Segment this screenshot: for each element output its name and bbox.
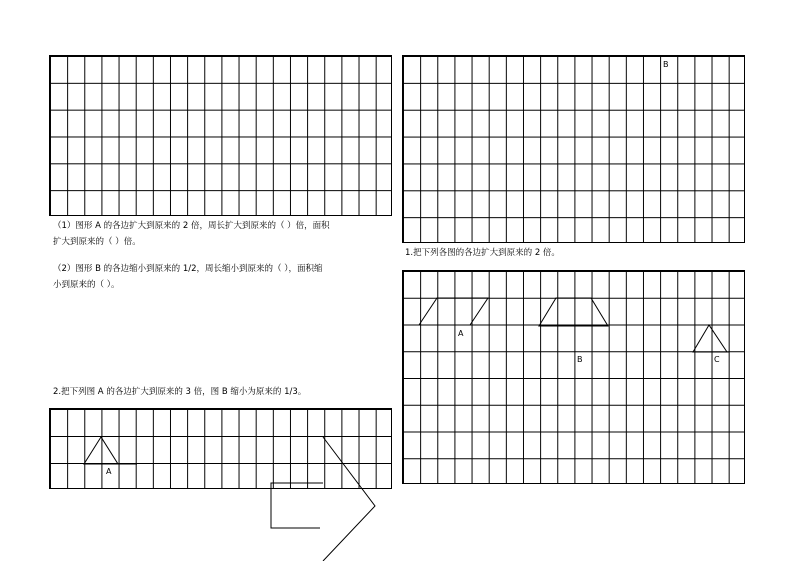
- instruction-enlarge-shrink: 2.把下列图 A 的各边扩大到原来的 3 倍，图 B 缩小为原来的 1/3。: [53, 387, 307, 397]
- triangle-c: [693, 325, 727, 352]
- question-2-line-1: （2）图形 B 的各边缩小到原来的 1/2，周长缩小到原来的（ ），面积缩: [53, 264, 323, 274]
- label-trapezoid-b: B: [577, 355, 583, 364]
- label-triangle-a: A: [106, 467, 112, 476]
- question-1-line-2: 扩大到原来的（ ）倍。: [53, 237, 141, 247]
- parallelogram-a: [419, 298, 488, 325]
- question-1-line-1: （1）图形 A 的各边扩大到原来的 2 倍，周长扩大到原来的（ ）倍，面积: [53, 221, 330, 231]
- instruction-enlarge-twice: 1.把下列各图的各边扩大到原来的 2 倍。: [405, 248, 560, 258]
- question-2-line-2: 小到原来的（ ）。: [53, 280, 120, 290]
- label-parallelogram-a: A: [458, 329, 464, 338]
- arrow-shape-b: [323, 437, 375, 561]
- label-triangle-c: C: [714, 355, 720, 364]
- trapezoid-b: [539, 298, 608, 326]
- triangle-a: [84, 437, 118, 464]
- label-b-top: B: [663, 60, 669, 69]
- arrow-shape-b-tail: [271, 483, 323, 528]
